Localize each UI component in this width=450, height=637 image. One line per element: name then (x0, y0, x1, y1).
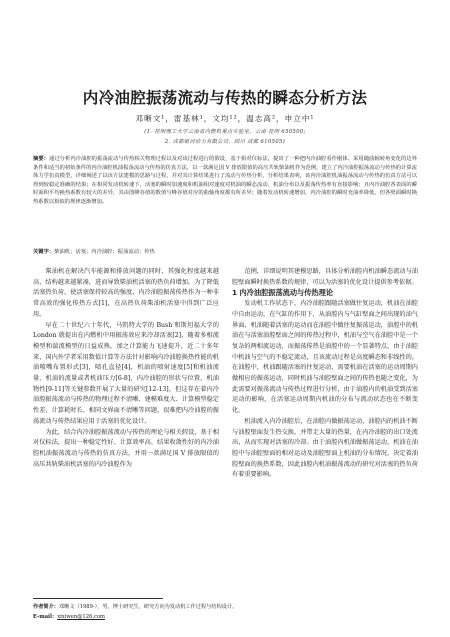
body-paragraph: 机油流入内冷油腔后，在油腔内做振荡运动，油腔内的机油不断与油腔壁面发生热交换，并带走大量的热量，在内冷油腔的出口处流出，从而实现对活塞的冷却。由于油腔内机油做振荡运动，机油在油腔中与油腔壁面的相对运动及油腔壁面上机油的分布情况，决定着油腔壁面的换热系数，因此油腔内机油振荡流动的研究对活塞的热负荷有着重要影响。 (232, 417, 418, 479)
author-list: 邓晰文¹，雷基林¹，文均¹²，温志高²，申立中¹ (135, 114, 315, 123)
footnote-divider (33, 598, 163, 599)
email-footnote (33, 613, 417, 620)
body-paragraph: 柴油机在解决汽车能源和排放问题的同时，其强化程度越来越高，结构越来越紧凑，进而导致柴油机活塞的热负荷增加。为了降低活塞热负荷，使活塞保持较高的强度，内冷油腔振荡传热作为一种非常高效的强化传热方式[1]，在高热负荷柴油机活塞中得到广泛应用。 (33, 268, 219, 318)
abstract-text: 通过分析内冷油腔的振荡流动与传热相关物理过程以及对该过程进行的假设，基于相对仪标法，提出了一种把内冷油腔看作刚体、采用随曲轴转角变化的边界条件和适当的初始条件的内冷油腔机油振荡流动与传热的仿真方法，以一款满足国 V 排放限值的高压共轨柴油机作为范例，建立了内冷油腔振荡流动与传热的计算流体力学仿真模型，详细阐述了以该方法建模的思路与过程，并对其计算结果进行了流动与传热分析，分析结果表明，该内冷油腔机油振荡流动与传热的仿真方法可以得到较稳定准确的结果；在相同发动机转速下，活塞的瞬时加速度和机油相对速度对机油的瞬态流动、机油分布以及振荡传热率有直接影响；且内冷油腔各表面的瞬时面积平均换热系数有较大的差异，其由图峰谷值的数值与峰谷值对应的曲轴角度都有所差异；随着发动机转速增加，内冷油腔的瞬时充油率降低，但各壁面瞬时换热系数以相似的规律逐渐增加。 (33, 156, 417, 205)
author-footnote (33, 603, 417, 610)
abstract (33, 155, 417, 207)
body-paragraph: 范例，详细说明其建模思路，具体分析油腔内机油瞬态流动与油腔壁面瞬时换热系数的规律，可以为活塞的优化设计提供参考依据。 (232, 268, 418, 286)
author-footnote-text: 邓晰文（1989-），男，博士研究生，研究方向为发动机工作过程与结构设计。 (58, 604, 238, 610)
email-label: E-mail： (33, 614, 58, 620)
author-footnote-label: 作者简介： (33, 604, 59, 610)
abstract-label: 摘要： (33, 156, 50, 162)
body-paragraph: 发动机工作状态下，内冷油腔跟随活塞做往复运动，机油在油腔中自由运动，在气缸的作用下，从油腔内与气缸壁面之间出现的油气界面，机油随着活塞的运动而在油腔中做往复振荡运动，油腔中的机油在与活塞油腔壁面之间的传热过程中，机油与空气在油腔中是一个复杂的两相流运动，而振荡传热是油腔中的一个显著特点，由于油腔中机油与空气的不稳定流动，且该流动过程是高度瞬态和非线性的。在油腔中，机油跟随活塞的往复运动，需要机油在活塞的运动周期内做相应的振荡运动，同时机油与油腔壁面之间的传热也随之变化，为此需要对振荡流动与传热过程进行分析，由于油腔内的机油受到活塞运动的影响，在活塞运动周期内机油的分布与流动状态也在不断变化。 (232, 300, 418, 415)
body-column-left (33, 267, 219, 470)
body-paragraph: 为此，结合内冷油腔振荡流动与传热的理论与相关假设，基于相对仪标法，提出一种稳定性好、计算效率高、结果收敛性好的内冷油腔机油振荡流动与传热的仿真方法，并用一款满足国 V 排放限值的高压共轨柴油机活塞的内冷油腔作为 (33, 428, 219, 468)
paper-title: 内冷油腔振荡流动与传热的瞬态分析方法 (82, 89, 368, 107)
section-heading: 1 内冷油腔振荡流动与传热理论 (232, 288, 333, 298)
affiliation-1: (1. 昆明理工大学云南省内燃机重点实验室，云南 昆明 650500; (144, 129, 306, 135)
keywords-label: 关键字： (33, 249, 55, 255)
body-paragraph: 早在二十世纪六十年代，马凯特大学的 Bush 和斯坦福大学的 London 就提出在内燃机中用振荡效应来冷却活塞[2]，随着多相流模型和湍流模型的日益成熟，加之计算能力飞速提升，近二十多年来，国内外学者采用数值计算等方法针对影响内冷油腔换热性能的机油喷嘴布置形式[3]，喷孔直径[4]，机油的喷射速度[5]和机油流量、机油的流量或者机油压力[6-8]，内冷油腔的形状与位置，机油物性[9-11]等关键参数开展了大量的研究[12-13]，但这存在着内冷油腔振荡流动与传热的物理过程不清晰、建模难度大、计算模型稳定性差、计算耗时长、相同文界面不清晰等问题，很难把内冷油腔的振荡流动与传热结果应用于活塞的优化设计。 (33, 321, 219, 425)
keywords-text: 柴油机；活塞；内冷油腔；振荡流动；传热 (54, 249, 155, 255)
email-link[interactable]: xixiwen@126.com (57, 614, 105, 620)
body-column-right (232, 267, 418, 481)
keywords (33, 248, 417, 257)
affiliation-2: 2. 成都银河动力有限公司，四川 成都 610505) (164, 139, 286, 145)
